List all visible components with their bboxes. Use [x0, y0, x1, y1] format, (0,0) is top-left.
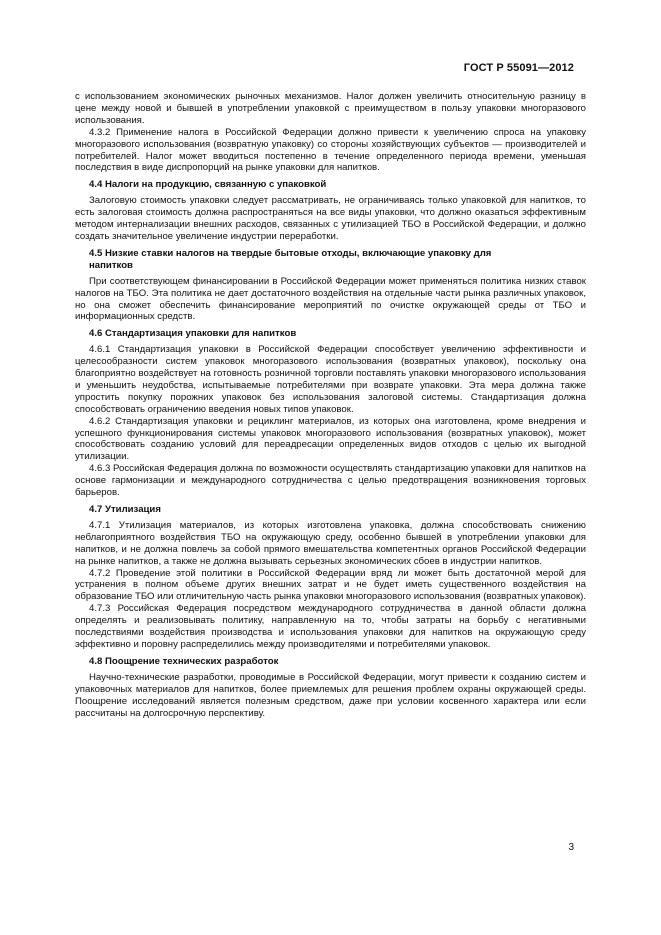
document-code-header: ГОСТ Р 55091—2012 — [463, 62, 574, 74]
document-body — [75, 91, 586, 719]
paragraph-4-7-1: 4.7.1 Утилизация материалов, из которых изготовлена упаковка, должна способствовать снижению неблагоприятного воздействия ТБО на окружающую среду, особенно бывшей в употреблении упаковки для напитков, и не должна повлечь за собой прямого вмешательства компетентных органов Российской Федерации на рынке напитков, а также не должна вызывать серьезных экономических сбоев в индустрии напитков. — [75, 519, 586, 567]
paragraph-4-8: Научно-технические разработки, проводимые в Российской Федерации, могут привести к созданию систем и упаковочных материалов для напитков, более приемлемых для решения проблем охраны окружающей среды. Поощрение исследований является полезным средством, даже при условии косвенного характера или если рассчитаны на долгосрочную перспективу. — [75, 671, 586, 719]
paragraph-4-7-2: 4.7.2 Проведение этой политики в Российской Федерации вряд ли может быть достаточной мерой для устранения в полном объеме других внешних затрат и не будет иметь существенного воздействия на образование ТБО или отличительную часть рынка упаковки многоразового использования (возвратных упаковок). — [75, 567, 587, 603]
section-heading-4-4: 4.4 Налоги на продукцию, связанную с упаковкой — [89, 179, 327, 191]
paragraph-continuation: с использованием экономических рыночных механизмов. Налог должен увеличить относительную разницу в цене между новой и бывшей в употреблении упаковкой с преимуществом в пользу упаковки многоразового использования. — [75, 91, 586, 126]
section-heading-4-7: 4.7 Утилизация — [89, 504, 161, 515]
paragraph-4-6-2: 4.6.2 Стандартизация упаковки и рециклинг материалов, из которых она изготовлена, кроме внедрения и успешного функционирования системы упаковок многоразового использования (возвратных упаковок), может способствовать созданию условий для переадресации определенных видов отходов с целью их выгодной утилизации. — [75, 415, 586, 463]
paragraph-4-3-2: 4.3.2 Применение налога в Российской Федерации должно привести к увеличению спроса на упаковку многоразового использования (возвратную упаковку) со стороны хозяйствующих субъектов — производителей и потребителей. Налог может вводиться постепенно в течение определенного периода времени, уменьшая последствия в виде диспропорций на рынке упаковки для напитков. — [75, 126, 586, 174]
paragraph-4-6-1: 4.6.1 Стандартизация упаковки в Российской Федерации способствует увеличению эффективности и целесообразности систем упаковок многоразового использования (возвратных упаковок), поскольку она благоприятно воздействует на готовность розничной торговли поставлять упаковки многоразового использования и уменьшить неудобства, испытываемые потребителями при возврате упаковки. Эта мера должна также упростить покупку порожних упаковок без использования залоговой системы. Стандартизация должна способствовать ограничению введения новых типов упаковок. — [75, 344, 586, 415]
paragraph-4-5: При соответствующем финансировании в Российской Федерации может применяться политика низких ставок налогов на ТБО. Эта политика не дает достаточного воздействия на отдельные части рынка различных упаковок, но она сможет обеспечить финансирование мероприятий по очистке окружающей среды от ТБО и информационных средств. — [75, 275, 586, 323]
section-heading-4-6: 4.6 Стандартизация упаковки для напитков — [89, 328, 297, 340]
paragraph-4-7-3: 4.7.3 Российская Федерация посредством международного сотрудничества в данной области должна определять и реализовывать политику, направленную на то, чтобы затраты на борьбу с негативными последствиями воздействия производства и использования упаковки для напитков на окружающую среду эффективно и поровну распределились между производителями и потребителями упаковок. — [75, 603, 586, 650]
paragraph-4-4: Залоговую стоимость упаковки следует рассматривать, не ограничиваясь только упаковкой для напитков, то есть залоговая стоимость должна распространяться на все виды упаковки, что должно оказаться эффективным методом интернализации внешних расходов, связанных с утилизацией ТБО в Российской Федерации, и должно создать значительное увеличение индустрии переработки. — [75, 195, 586, 242]
paragraph-4-6-3: 4.6.3 Российская Федерация должна по возможности осуществлять стандартизацию упаковки для напитков на основе гармонизации и международного сотрудничества с целью предотвращения возникновения торговых барьеров. — [75, 463, 586, 499]
section-heading-4-5: 4.5 Низкие ставки налогов на твердые бытовые отходы, включающие упаковку для напитков — [89, 247, 492, 271]
page-number: 3 — [568, 842, 574, 853]
section-heading-4-8: 4.8 Поощрение технических разработок — [89, 655, 279, 667]
